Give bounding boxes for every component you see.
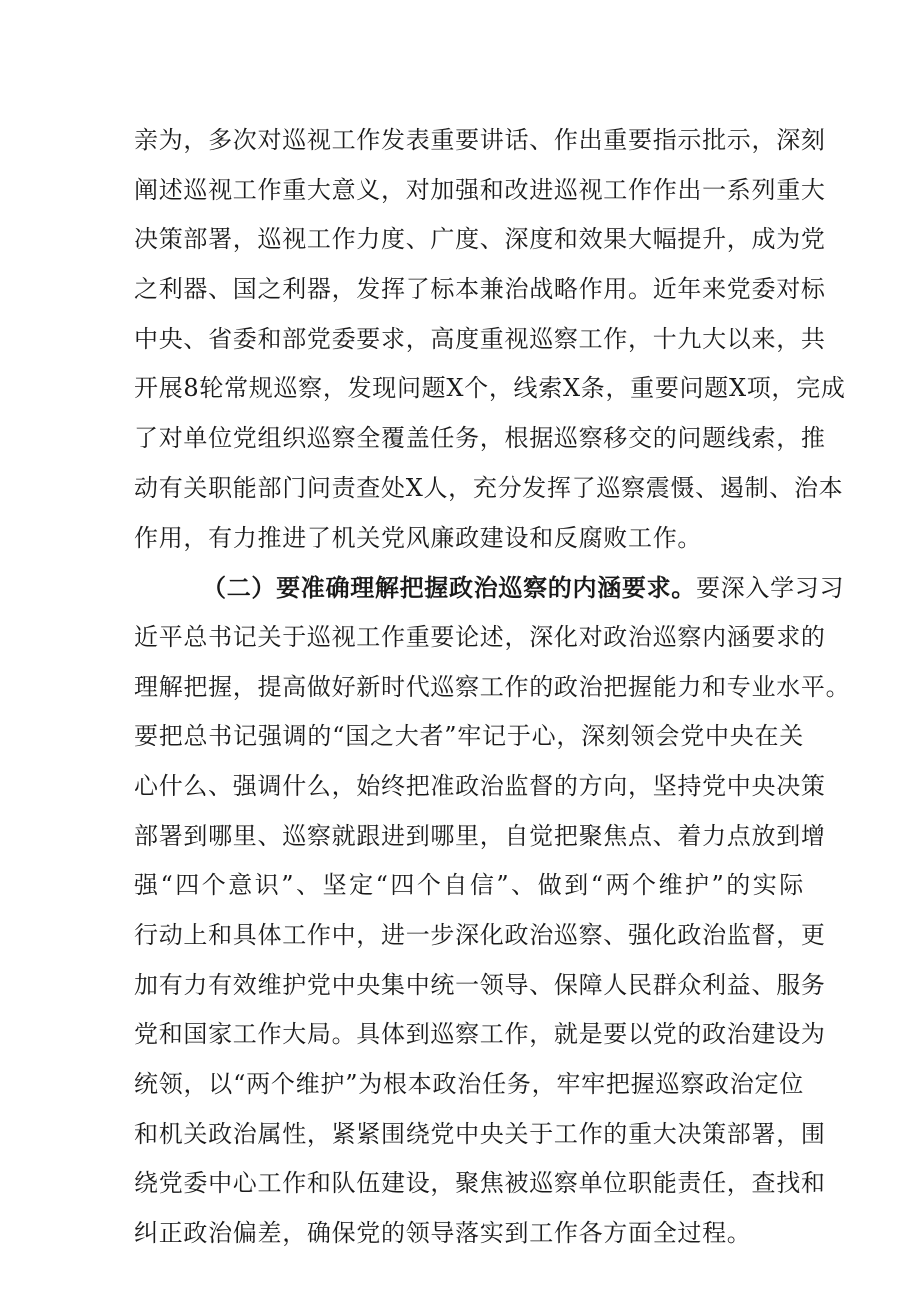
paragraph-2-line: 党和国家工作大局。具体到巡察工作，就是要以党的政治建设为 <box>134 1020 826 1049</box>
section-heading: （二）要准确理解把握政治巡察的内涵要求。 <box>202 573 696 603</box>
paragraph-1-line: 了对单位党组织巡察全覆盖任务，根据巡察移交的问题线索，推 <box>134 424 826 453</box>
document-body <box>134 116 851 1259</box>
paragraph-2-first-line-text: 要深入学习习 <box>696 574 845 603</box>
paragraph-1-line: 动有关职能部门问责查处X人，充分发挥了巡察震慑、遏制、治本 <box>134 473 844 502</box>
paragraph-1-line: 中央、省委和部党委要求，高度重视巡察工作，十九大以来，共 <box>134 324 826 353</box>
paragraph-2-line: 行动上和具体工作中，进一步深化政治巡察、强化政治监督，更 <box>134 921 826 949</box>
paragraph-1-line: 之利器、国之利器，发挥了标本兼治战略作用。近年来党委对标 <box>134 275 826 304</box>
paragraph-1-line: 作用，有力推进了机关党风廉政建设和反腐败工作。 <box>134 523 703 552</box>
paragraph-2-line: 纠正政治偏差，确保党的领导落实到工作各方面全过程。 <box>134 1219 752 1248</box>
paragraph-2-line: 和机关政治属性，紧紧围绕党中央关于工作的重大决策部署，围 <box>134 1119 826 1148</box>
paragraph-2-line: 理解把握，提高做好新时代巡察工作的政治把握能力和专业水平。 <box>134 672 851 701</box>
paragraph-2-line: 加有力有效维护党中央集中统一领导、保障人民群众利益、服务 <box>134 970 826 999</box>
paragraph-2-line: 心什么、强调什么，始终把准政治监督的方向，坚持党中央决策 <box>134 771 826 800</box>
paragraph-1-line: 阐述巡视工作重大意义，对加强和改进巡视工作作出一系列重大 <box>134 175 826 204</box>
paragraph-1-line: 亲为，多次对巡视工作发表重要讲话、作出重要指示批示，深刻 <box>134 126 826 154</box>
paragraph-2-line: 强“四个意识”、坚定“四个自信”、做到“两个维护”的实际 <box>134 871 804 900</box>
paragraph-1-line: 开展8轮常规巡察，发现问题X个，线索X条，重要问题X项，完成 <box>134 374 846 403</box>
paragraph-1-line: 决策部署，巡视工作力度、广度、深度和效果大幅提升，成为党 <box>134 225 826 254</box>
paragraph-2-line: 绕党委中心工作和队伍建设，聚焦被巡察单位职能责任，查找和 <box>134 1169 826 1198</box>
paragraph-2-line: 统领，以“两个维护”为根本政治任务，牢牢把握巡察政治定位 <box>134 1070 804 1099</box>
paragraph-2-line: 部署到哪里、巡察就跟进到哪里，自觉把聚焦点、着力点放到增 <box>134 821 826 850</box>
paragraph-2-line: 近平总书记关于巡视工作重要论述，深化对政治巡察内涵要求的 <box>134 622 826 651</box>
paragraph-2-first-line <box>134 563 845 613</box>
paragraph-2-line: 要把总书记强调的“国之大者”牢记于心，深刻领会党中央在关 <box>134 722 804 751</box>
